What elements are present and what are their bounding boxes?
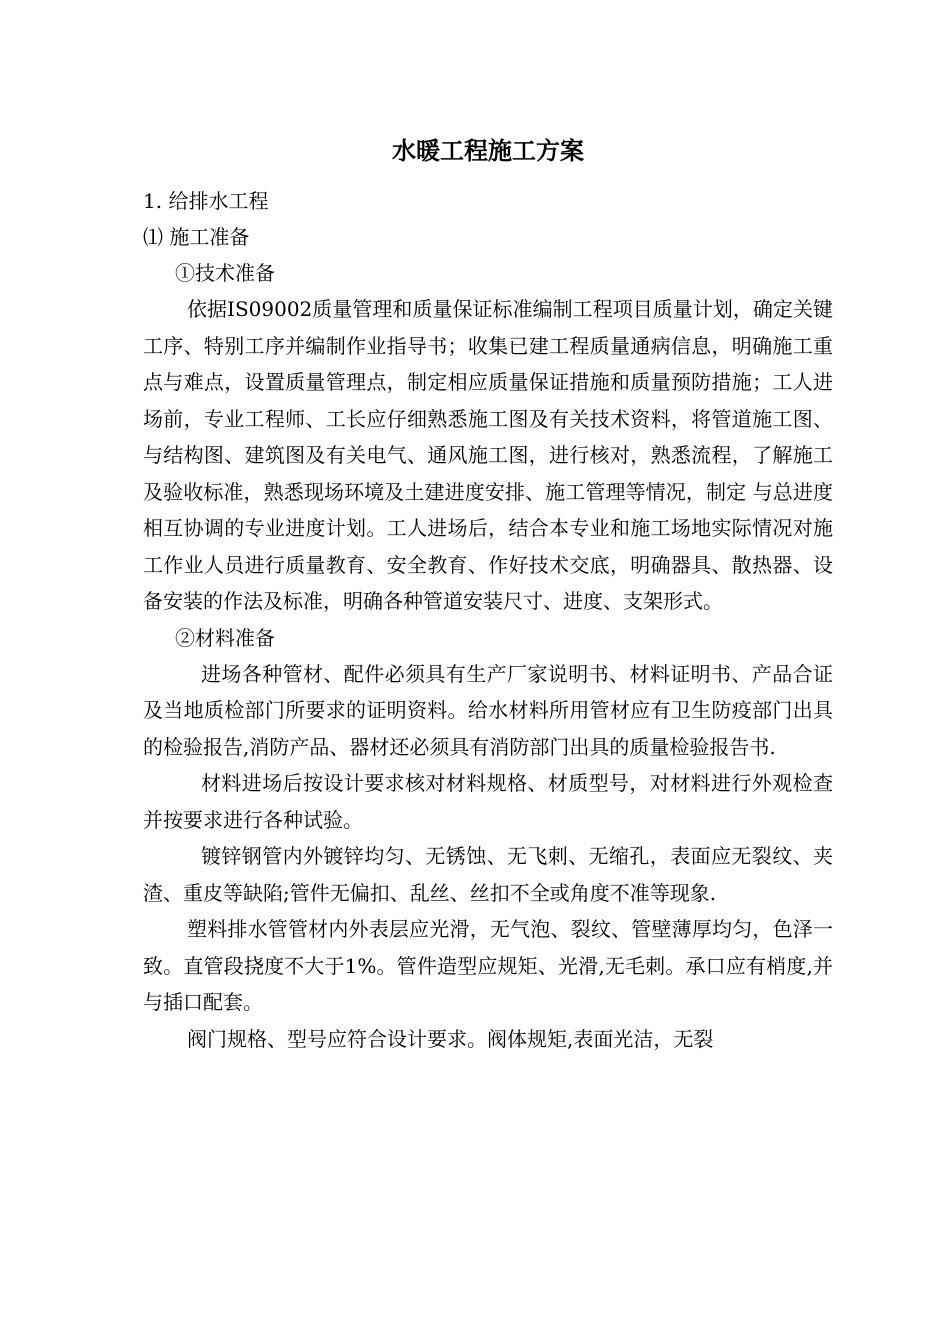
paragraph-valves: 阀门规格、型号应符合设计要求。阀体规矩,表面光洁，无裂 — [187, 1026, 714, 1051]
paragraph-material-inspection: 材料进场后按设计要求核对材料规格、材质型号，对材料进行外观检查并按要求进行各种试验。 — [143, 771, 833, 832]
paragraph-plastic-drain-pipe: 塑料排水管管材内外表层应光滑，无气泡、裂纹、管壁薄厚均匀，色泽一致。直管段挠度不大于1%。管件造型应规矩、光滑,无毛刺。承口应有梢度,并与插口配套。 — [143, 917, 833, 1014]
item-heading-technical-preparation: ①技术准备 — [175, 261, 275, 285]
paragraph-technical-preparation: 依据IS09002质量管理和质量保证标准编制工程项目质量计划，确定关键工序、特别工序并编制作业指导书；收集已建工程质量通病信息，明确施工重点与难点，设置质量管理点，制定相应质量保证措施和质量预防措施；工人进场前，专业工程师、工长应仔细熟悉施工图及有关技术资料，将管道施工图、与结构图、建筑图及有关电气、通风施工图，进行核对，熟悉流程，了解施工及验收标准，熟悉现场环境及土建进度安排、施工管理等情况，制定 与总进度相互协调的专业进度计划。工人进场后，结合本专业和施工场地实际情况对施工作业人员进行质量教育、安全教育、作好技术交底，明确器具、散热器、设备安装的作法及标准，明确各种管道安装尺寸、进度、支架形式。 — [143, 297, 833, 613]
section-heading-water-supply-drainage: 1. 给排水工程 — [143, 189, 269, 213]
subsection-heading-construction-preparation: ⑴ 施工准备 — [143, 225, 250, 249]
item-heading-material-preparation: ②材料准备 — [175, 625, 275, 650]
document-body — [143, 131, 833, 1057]
paragraph-material-documents: 进场各种管材、配件必须具有生产厂家说明书、材料证明书、产品合证及当地质检部门所要求的证明资料。给水材料所用管材应有卫生防疫部门出具的检验报告,消防产品、器材还必须具有消防部门出具的质量检验报告书. — [143, 661, 833, 759]
document-title: 水暖工程施工方案 — [392, 136, 584, 165]
paragraph-galvanized-steel-pipe: 镀锌钢管内外镀锌均匀、无锈蚀、无飞刺、无缩孔，表面应无裂纹、夹渣、重皮等缺陷;管件无偏扣、乱丝、丝扣不全或角度不准等现象. — [143, 844, 833, 905]
